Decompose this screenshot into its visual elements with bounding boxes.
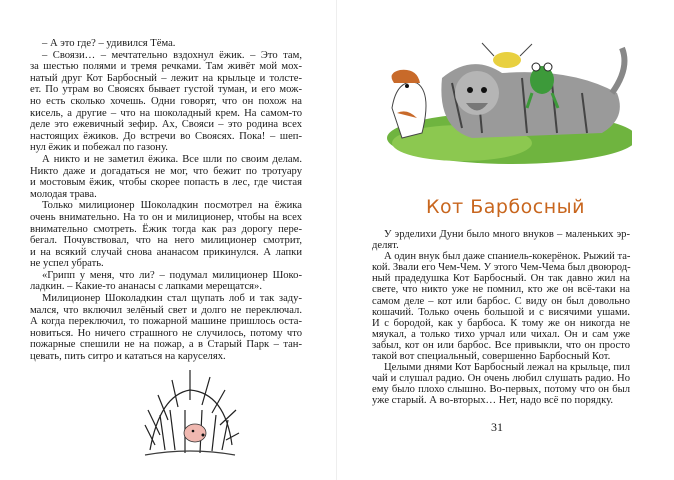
right-page [337, 0, 674, 480]
text-line: очень внимательно. На то он и милиционер, чтобы на всех [30, 211, 302, 223]
paragraph [30, 50, 302, 154]
text-line: Целыми днями Кот Барбосный лежал на крыльце, пил [384, 362, 630, 374]
text-line: такой вот специальный, совершенно Барбосный Кот. [372, 351, 611, 363]
left-page-text [30, 38, 302, 363]
text-line: – Своязи… – мечтательно вздохнул ёжик. – Это там, [42, 49, 302, 61]
hedgehog-illustration [140, 355, 240, 460]
text-line: Милиционер Шоколадкин стал щупать лоб и так заду- [42, 293, 302, 305]
text-line: свете, что никто уже не помнил, кто же он всё-таки на [372, 284, 630, 296]
text-line: кисель, а другие – что на шоколадный крем. На самом-то [30, 107, 302, 119]
text-line: кой. Звали его Чем-Чем. У этого Чем-Чема был двоюрод- [372, 262, 631, 274]
text-line: А один внук был даже спаниель-кокерёнок. Рыжий та- [384, 251, 631, 263]
text-line: настоящих ёжиков. До встречи во Своясях. Пока! – шеп- [30, 130, 302, 142]
text-line: кошачий. Только очень большой и с висячими ушами. [372, 306, 630, 318]
text-line: мался, что включил зелёный свет и долго не переключал. [30, 304, 302, 316]
text-line: цевать, пить ситро и кататься на каруселях. [30, 351, 226, 363]
chapter-title: Кот Барбосный [425, 196, 586, 218]
text-line: ладкин. – Какие-то ананасы с лапками мерещатся». [30, 281, 262, 293]
text-line: ный прадедушка Кот Барбосный. Он так давно жил на [372, 273, 630, 285]
text-line: деле это ежевичный зефир. Ах, Свояси – это родина всех [30, 119, 302, 131]
text-line: внимательно смотреть. Ёжик тогда как раз дорогу пере- [30, 223, 302, 235]
text-line: и на всякий случай снова ананасом прикинулся. А лапки [30, 246, 302, 258]
text-line: У эрделихи Дуни было много внуков – маленьких эр- [384, 229, 630, 240]
text-line: мяукал, а только тихо урчал или чихал. Он и сам уже [372, 328, 630, 340]
page-number: 31 [491, 420, 503, 434]
text-line: чай и слушал радио. Он очень любил слушать радио. Но [372, 373, 630, 385]
text-line: делят. [372, 240, 399, 252]
text-line: пожарные спешили не на пожар, а в Старый Парк – тан- [30, 339, 302, 351]
text-line: забыл, кот он или барбос. Все привыкли, что он просто [372, 339, 630, 351]
text-line: нул ёжик и побежал по газону. [30, 142, 168, 154]
paragraph [372, 362, 630, 406]
text-line: ет. По утрам во Своясях бывает густой туман, и его мож- [30, 84, 302, 96]
text-line: бегал. Почувствовал, что на него милиционер смотрит, [30, 235, 302, 247]
text-line: уже старый. А во-вторых… Нет, надо всё по порядку. [372, 395, 613, 407]
text-line: за шестью полями и тремя речками. Там живёт мой мох- [30, 61, 302, 73]
paragraph [372, 229, 630, 251]
text-line: А никто и не заметил ёжика. Все шли по своим делам. [42, 153, 302, 165]
text-line: Только милиционер Шоколадкин посмотрел на ёжика [42, 200, 302, 212]
text-line: и мостовым ёжик, чтобы скорее попасть в лес, где чистая [30, 177, 302, 189]
paragraph [30, 200, 302, 270]
text-line: самом деле – кот или барбос. С виду он был довольно [372, 295, 630, 307]
text-line: «Грипп у меня, что ли? – подумал милиционер Шоко- [42, 269, 302, 281]
text-line: молодая трава. [30, 188, 97, 200]
text-line: А когда переключил, то пожарной машине пришлось оста- [30, 316, 302, 328]
paragraph [30, 270, 302, 293]
text-line: не успел убрать. [30, 258, 104, 270]
paragraph [30, 38, 302, 50]
paragraph [372, 251, 630, 362]
text-line: новиться. Но ничего страшного не случилось, потому что [30, 327, 302, 339]
text-line: но есть сколько хочешь. Одни говорят, что он похож на [30, 95, 302, 107]
text-line: Никто даже и догадаться не мог, что бежит по тротуару [30, 165, 302, 177]
paragraph [30, 293, 302, 363]
paragraph [30, 154, 302, 200]
text-line: ему было плохо слышно. Во-первых, потому что он был [372, 384, 630, 396]
text-line: натый друг Кот Барбосный – лежит на крыльце и толсте- [30, 72, 302, 84]
dog-cat-frog-illustration [382, 38, 632, 168]
text-line: И с бородой, как у барбоса. К тому же он никогда не [372, 317, 630, 329]
right-page-text [372, 229, 630, 407]
text-line: – А это где? – удивился Тёма. [42, 38, 176, 49]
